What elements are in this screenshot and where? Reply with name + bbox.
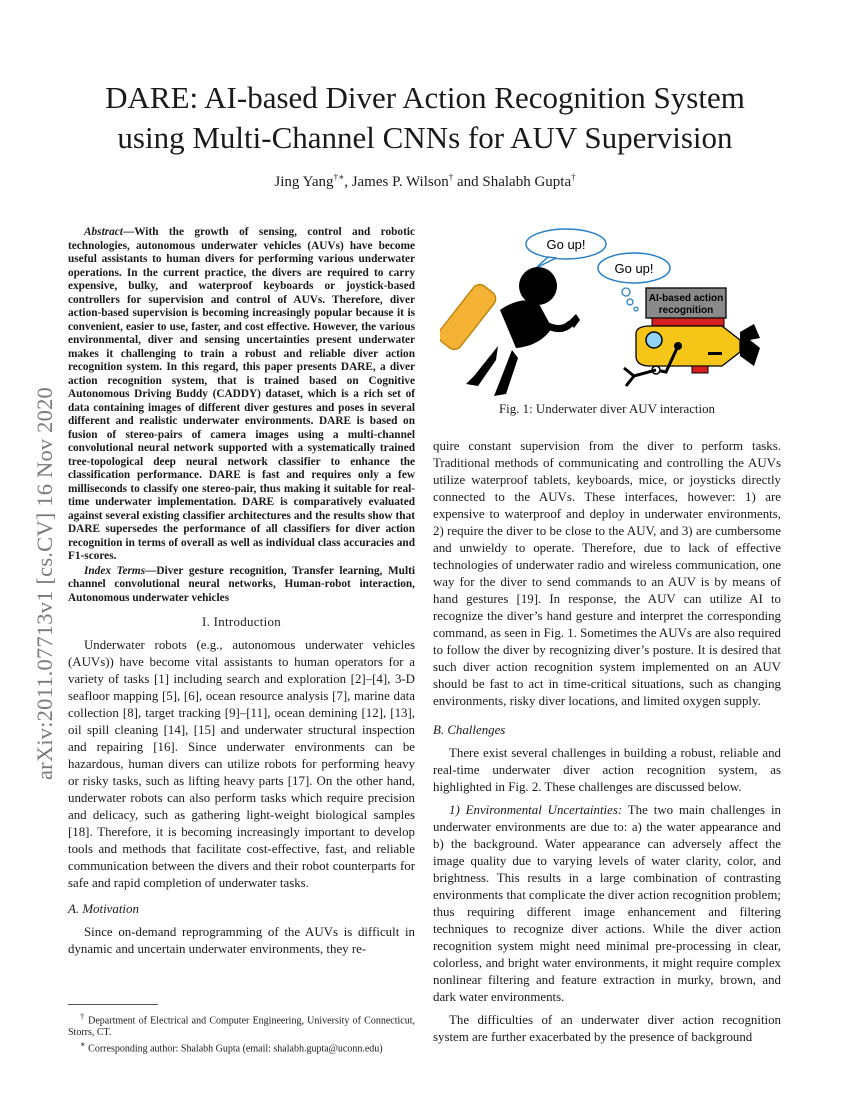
arxiv-sidebar [0,0,60,1100]
abstract [68,226,415,564]
environmental-label: 1) Environmental Uncertainties: [449,803,623,817]
right-column [433,438,781,1046]
bubble-1-text: Go up! [546,237,586,252]
footnote-2-mark: ∗ [80,1040,86,1050]
figure-1-caption: Fig. 1: Underwater diver AUV interaction [499,402,715,416]
left-column [68,226,415,958]
author-2: , James P. Wilson [344,174,449,190]
abstract-text: —With the growth of sensing, control and robotic technologies, autonomous underwater vehicles (AUVs) have become useful assistants to human divers for performing various underwater operations. In the current practice, the divers are required to carry expensive, bulky, and waterproof keyboards or joystick-based controllers for supervision and control of AUVs. Therefore, diver action-based supervision is becoming increasingly popular because it is convenient, easier to use, faster, and cost effective. However, the various environmental, diver and sensing uncertainties present underwater makes it challenging to train a robust and reliable diver action recognition system. In this regard, this paper presents DARE, a diver action recognition system, that is trained based on Cognitive Autonomous Driving Buddy (CADDY) dataset, which is a rich set of data containing images of different diver gestures and poses in several different and realistic underwater environments. DARE is based on fusion of stereo-pairs of camera images using a multi-channel convolutional neural network supported with a systematically trained tree-topological deep neural network classifier to enhance the classification performance. DARE is fast and requires only a few milliseconds to classify one stereo-pair, thus making it suitable for real-time underwater implementation. DARE is comparatively evaluated against several existing classifier architectures and the results show that DARE supersedes the performance of all classifiers for diver action recognition in terms of overall as well as individual class accuracies and F1-scores. [68,226,415,562]
intro-paragraph: Underwater robots (e.g., autonomous underwater vehicles (AUVs)) have become vital assistants to human operators for a variety of tasks [1] including search and exploration [2]–[4], 3-D seafloor mapping [5], [6], ocean resource analysis [7], marine data collection [8], target tracking [9]–[11], ocean demining [12], [13], oil spill cleaning [14], [15] and underwater structural inspection and repairing [16]. Since underwater environments can be hazardous, human divers can utilize robots for performing heavy or risky tasks, such as lifting heavy parts [17]. On the other hand, underwater robots can also perform tasks which require precision and delicacy, such as gathering light-weight biological samples [18]. Therefore, it is becoming increasingly important to develop tools and methods that facilitate cost-effective, fast, and reliable communication between the divers and their robot counterparts for safe and rapid completion of underwater tasks. [68,638,415,890]
index-terms-label: Index Terms [84,564,146,577]
author-3-mark: † [571,172,576,182]
section-heading-introduction: I. Introduction [202,615,281,629]
subsection-heading-challenges: B. Challenges [433,723,506,737]
author-1-mark: †∗ [333,172,345,182]
subsection-heading-motivation: A. Motivation [68,902,139,916]
abstract-label: Abstract [84,226,123,238]
continued-paragraph: quire constant supervision from the diver to perform tasks. Traditional methods of communicating and controlling the AUVs utilize waterproof tablets, keyboards, mice, or joysticks directly connected to the AUVs. These interfaces, however: 1) are expensive to waterproof and deploy in underwater environments, 2) require the diver to be close to the AUV, and 3) are cumbersome and unwieldy to operate. Therefore, due to lack of effective technologies of underwater radio and wireless communication, one way for the diver to send commands to an AUV is by means of hand gestures [19]. In response, the AUV can utilize AI to recognize the diver’s hand gesture and interpret the corresponding command, as seen in Fig. 1. Sometimes the AUVs are also required to follow the diver by recognizing diver’s posture. It is desired that such diver action recognition system implemented on an AUV should be fast to act in time-critical situations, such as changing environments, risky diver locations, and limited oxygen supply. [433,439,781,708]
index-terms-text: —Diver gesture recognition, Transfer learning, Multi channel convolutional neural networks, Human-robot interaction, Autonomous underwater vehicles [68,564,415,604]
index-terms [68,565,415,606]
paper-title [60,78,790,158]
final-paragraph: The difficulties of an underwater diver action recognition system are further exacerbated by the presence of background [433,1013,781,1044]
bubble-2-text: Go up! [614,261,654,276]
author-2-mark: † [448,172,454,182]
figure-1-diver-auv [440,228,780,400]
footnote-rule [68,1004,158,1005]
footnote-corresponding [68,1039,415,1055]
label-line-2: recognition [658,305,714,316]
footnote-1-mark: † [80,1012,85,1021]
author-list [60,172,790,191]
title-line-2: using Multi-Channel CNNs for AUV Supervision [117,120,733,155]
title-line-1: DARE: AI-based Diver Action Recognition System [105,80,745,115]
environmental-text: The two main challenges in underwater environments are due to: a) the water appearance and b) the background. Water appearance can adversely affect the image quality due to varying levels of water clarity, color, and brightness. This results in a large combination of contrasting environments that complicate the diver action recognition problem; thus requiring different image enhancement and filtering techniques to recognize diver actions. While the diver action recognition system might need minimal pre-processing in clear, colorless, and bright water environments, it might require complex nonlinear filtering and feature extraction in murky, brown, and dark water environments. [433,803,781,1004]
challenges-paragraph: There exist several challenges in building a robust, reliable and real-time underwater diver action recognition system, as highlighted in Fig. 2. These challenges are discussed below. [433,746,781,794]
footnotes [68,1011,415,1056]
arxiv-identifier: arXiv:2011.07713v1 [cs.CV] 16 Nov 2020 [32,387,57,780]
footnote-2-text: Corresponding author: Shalabh Gupta (email: shalabh.gupta@uconn.edu) [88,1043,383,1055]
auv-illustration [624,318,760,386]
author-1: Jing Yang [274,174,334,190]
label-line-1: AI-based action [648,293,724,304]
speech-bubble-1 [526,229,606,268]
footnote-1-text: Department of Electrical and Computer Engineering, University of Connecticut, Storrs, CT. [68,1015,416,1039]
author-3: and Shalabh Gupta [453,174,572,190]
diver-illustration [440,267,580,396]
environmental-paragraph [433,802,781,1006]
footnote-affiliation [68,1011,415,1039]
motivation-paragraph: Since on-demand reprogramming of the AUVs is difficult in dynamic and uncertain underwater environments, they re- [68,925,415,956]
ai-label-box [646,288,726,318]
